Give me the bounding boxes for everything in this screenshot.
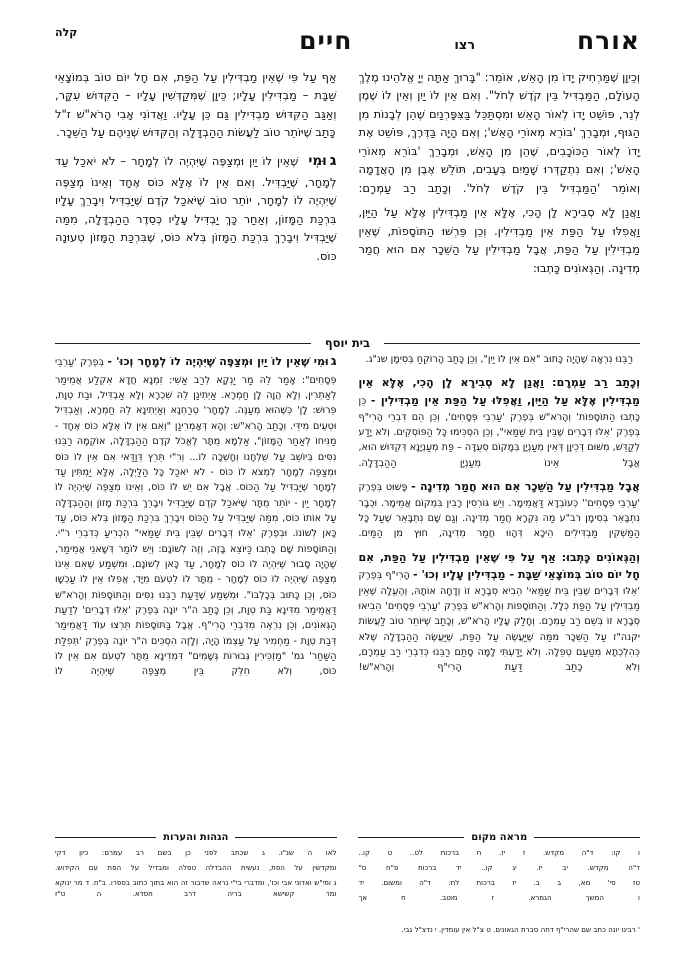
main-text-block [55,68,640,326]
hagahos-caption: הגהות והערות [163,832,229,843]
main-paragraph: וְכֵיוָן שֶׁמַּרְחִיק יָדוֹ מִן הָאֵשׁ, אוֹמֵר: "בָּרוּךְ אַתָּה יְיָ אֱלֹהֵינוּ מֶלֶךְ הָעוֹלָם, הַמַּבְדִּיל בֵּין קֹדֶשׁ לְחֹל". וְאִם אֵין לוֹ יַיִן וְאֵין לוֹ שֶׁמֶן לְנֵר, פּוֹשֵׁט יָדוֹ לְאוֹר הָאֵשׁ וּמִסְתַּכֵּל בַּצִּפָּרְנַיִם שֶׁהֵן לְבָנוֹת מִן הַגּוּף, וּמְבָרֵךְ 'בּוֹרֵא מְאוֹרֵי הָאֵשׁ'; וְאִם הָיָה בַּדֶּרֶךְ, פּוֹשֵׁט אֶת יָדוֹ לְאוֹר הַכּוֹכָבִים, שֶׁהֵן מִן הָאֵשׁ, וּמְבָרֵךְ 'בּוֹרֵא מְאוֹרֵי הָאֵשׁ'; וְאִם נִתְקַדְּרוּ שָׁמַיִם בְּעָבִים, תּוֹלֵשׁ אֶבֶן מִן הָאֲדָמָה וְאוֹמֵר 'הַמַּבְדִּיל בֵּין קֹדֶשׁ לְחֹל'. וְכָתַב רַב עַמְרָם: [358,70,640,195]
main-text-right-column [359,68,641,326]
commentary-paragraph: רַבֵּנוּ נִרְאָה שֶׁהָיָה כָּתוּב "אִם אֵין לוֹ יַיִן", וְכֵן כָּתַב הָרוֹקֵחַ בְּסִימָן שנ"ג. [365,354,633,365]
commentary-body: בְּפֶרֶק 'עַרְבֵי פְּסָחִים": אָמַר לֵהּ מַר יַנְקָא לְרַב אַשִׁי: זִמְנָא חֲדָא אִקְלַע אֲמֵימַר לְאַתְרִין, וְלָא הֲוָה לָן חַמְרָא. אַיְתִינַן לֵהּ שִׁכְרָא וְלָא אַבְדִּיל, וּבַת טְוָת, פֵּרוּשׁ: לָן' כְּשֶׁהוּא מְעַנֶּה. לְמָחָר' טְרַחְנָא וְאַיְתִינָא לֵהּ חַמְרָא, וְאַבְדִּיל וּטְעֵים מִידֵּי. וְכָתַב הָרֹא"שׁ: וְהָא דְּאָמְרִינַן "וְאִם אֵין לוֹ אֶלָּא כּוֹס אֶחָד - מַנִּיחוֹ לְאַחַר הַמָּזוֹן", אַלְמָא מֻתָּר לֶאֱכֹל קֹדֶם הַהַבְדָּלָה, אוֹקְמָהּ רַבֵּנוּ נִסִּים בְּיוֹשֵׁב עַל שֻׁלְחָנוֹ וְחָשְׁכָה לוֹ... וְרִ"י תֵּרֵץ דְּוַדַּאי אִם אֵין לוֹ כּוֹס וּמְצַפֶּה לְמָחָר לִמְצֹא לוֹ כּוֹס - לֹא יֹאכַל כָּל הַלַּיְלָה, אֶלָּא יַמְתִּין עַד לְמָחָר שֶׁיַּבְדִּיל עַל הַכּוֹס. אֲבָל אִם יֵשׁ לוֹ כּוֹס, וְאֵינוֹ מְצַפֶּה שֶׁיִּהְיֶה לוֹ לְמָחָר יַיִן - יוֹתֵר מֻתָּר שֶׁיֹּאכַל קֹדֶם שֶׁיַּבְדִּיל וִיבָרֵךְ בִּרְכַּת מָזוֹן וְהַהַבְדָּלָה עַל אוֹתוֹ כּוֹס, מִמַּה שֶׁיַּבְדִּיל עַל הַכּוֹס וִיבָרֵךְ בִּרְכַּת הַמָּזוֹן בְּלֹא כּוֹס, עַד כָּאן לְשׁוֹנוֹ. וּבְפֶרֶק 'אֵלּוּ דְּבָרִים שֶׁבֵּין בֵּית שַׁמַּאי" הִכְרִיעַ כְּדִבְרֵי ר"י. וְהַתּוֹסָפוֹת שָׁם כָּתְבוּ כַּיּוֹצֵא בָּזֶה, וְזֶה לְשׁוֹנָם: וְיֵשׁ לוֹמַר דְּשָׁאנֵי אֲמֵימַר, שֶׁהָיָה סָבוּר שֶׁיִּהְיֶה לוֹ כּוֹס לְמָחָר, עַד כָּאן לְשׁוֹנָם. וּמִשְׁמַע שֶׁאִם אֵינוֹ מְצַפֶּה שֶׁיִּהְיֶה לוֹ כּוֹס לְמָחָר - מֻתָּר לוֹ לִטְעֹם מִיָּד, אֲפִלּוּ אֵין לוֹ עַכְשָׁו כּוֹס, וְכֵן כָּתוּב בְּכָלְבּוֹ". וּמִשְׁמַע שֶׁדַּעַת רַבֵּנוּ נִסִּים וְהַתּוֹסָפוֹת וְהָרֹא"שׁ דַּאֲמֵימַר מִדִּינָא בַּת טְוָת, וְכֵן כָּתַב ה"ר יוֹנָה בְּפֶרֶק 'אֵלּוּ דְּבָרִים' לְדַעַת הַגְּאוֹנִים, וְכֵן נִרְאֶה מִדִּבְרֵי הָרִי"ף. אֲבָל בַּתּוֹסָפוֹת תֵּרְצוּ עוֹד דַּאֲמֵימַר דְּבַת טְוָת - מַחְמִיר עַל עַצְמוֹ הָיָה, וְלָזֶה הִסְכִּים ה"ר יוֹנָה בְּפֶרֶק 'תְּפִלַּת הַשַּׁחַר' גמ' "מַזְכִּירִין גְּבוּרוֹת גְּשָׁמִים" דִּמְדִינָא מֻתָּר לִטְעֹם אִם אֵין לוֹ כּוֹס, וְלֹא חִלֵּק בֵּין מְצַפֶּה שֶׁיִּהְיֶה לוֹ [55,357,337,678]
divider-line-left [55,343,311,344]
commentary-lemma: וְהַגְּאוֹנִים כָּתְבוּ: אַף עַל פִּי שֶׁאֵין מַבְדִּילִין עַל הַפַּת, אִם חָל יוֹם טוֹב בְּמוֹצָאֵי שַׁבָּת - מַבְדִּילִין עָלָיו וְכוּ' - [358,550,640,582]
mareh-makom-caption: מראה מקום [471,832,528,843]
apparatus-block [55,848,640,908]
commentary-paragraph [55,352,337,680]
reference-footnote: ו המשך הגמרא. ז מוטב. ח אך [358,892,640,902]
running-head-right-title: אורח [576,26,640,55]
beis-yosef-block [55,352,640,822]
reference-line: ו קו: ד"ה מקדש. ז יז. ח ברכות לט.. ט קו.. [358,848,640,857]
beis-yosef-left-column [55,352,337,822]
commentary-body: הָרִי"ף בְּפֶרֶק 'אֵלּוּ דְּבָרִים שֶׁבֵּין בֵּית שַׁמַּאי' הֵבִיא סְבָרָא זוֹ וְדָחָה אוֹתָהּ, וְהֶעֱלָה שֶׁאֵין מַבְדִּילִין עַל הַפַּת כְּלָל. וְהַתּוֹסָפוֹת וְהָרֹא"שׁ בְּפֶרֶק 'עַרְבֵי פְּסָחִים' הֵבִיאוּ סְבָרָא זוֹ בְּשֵׁם רַב עַמְרָם. וְחָלַק עָלָיו הָרֹא"שׁ, וְכָתַב שֶׁיּוֹתֵר טוֹב לַעֲשׂוֹת יקנה"ז עַל הַשֵּׁכָר מִמַּה שֶׁיַּעֲשֶׂה עַל הַפַּת, שֶׁיַּעֲשֶׂה הַהַבְדָּלָה שֶׁלֹּא כְּהִלְכְתָא מִטַּעַם טְפֵלָה. וְלֹא יָדַעְתִּי לָמָּה סָתַם רַבֵּנוּ כְּדִבְרֵי רַב עַמְרָם, וְלֹא כָתַב דַּעַת הָרִי"ף וְהָרֹא"שׁ! [358,570,640,674]
apparatus-dividers [55,832,640,843]
folio-number: קלה [55,26,78,39]
divider-line-right [235,837,336,838]
reference-line: ד"ה מקדש. יב יז. יג קו.. יד ברכות פ"ח ס" [358,862,640,872]
commentary-section-number: ג [330,354,337,369]
hagahos-column [55,848,337,908]
commentary-paragraph [359,374,641,471]
divider-line-right [384,343,640,344]
commentary-paragraph [359,549,641,676]
commentary-lemma: אֲבָל מַבְדִּילִין עַל הַשֵּׁכָר אִם הוּא חֲמַר מְדִינָה - [411,479,640,493]
bottom-footnote-line: ' רבינו יונה כתב שם שהרי"ף דחה סברת הגאונים. ט צ"ל אין עומדין. י נדצ"ל גבי. [401,925,640,934]
reference-line: טז סי' מא, ב ב. יז ברכות לח: ד"ה ומשום. יד [358,877,640,887]
main-paragraph-section [55,148,337,265]
divider-line-left [55,837,156,838]
commentary-paragraph [359,478,641,542]
commentary-lemma: וּמִי שֶׁאֵין לוֹ יַיִן וּמְצַפֶּה שֶׁיִּהְיֶה לוֹ לְמָחָר וְכוּ' - [107,355,329,368]
running-head [55,26,640,60]
note-line: ג ומי"ש ואדוני אבי וכו', ומדברי בי"י נראה שדבור זה הוא בתוך כתוב בספרו. ב"ח. ד מר ינוקא ומר קשישא בריה דרב חסדא. ה ט"ז [55,877,337,898]
main-paragraph: אַף עַל פִּי שֶׁאֵין מַבְדִּילִין עַל הַפַּת, אִם חָל יוֹם טוֹב בְּמוֹצָאֵי שַׁבָּת – מַבְדִּילִין עָלָיו; כֵּיוָן שֶׁמְּקַדְּשִׁין עָלָיו – הַקִּדּוּשׁ עִקָּר, וְאַגַּב הַקִּדּוּשׁ מַבְדִּילִין גַּם כֵּן עָלָיו. וַאֲדוֹנִי אָבִי הָרֹא"שׁ ז"ל כָּתַב שֶׁיּוֹתֵר טוֹב לַעֲשׂוֹת הַהַבְדָּלָה וְהַקִּדּוּשׁ שְׁנֵיהֶם עַל הַשֵּׁכָר. [55,70,337,140]
commentary-body: כֵּן כָּתְבוּ הַתּוֹסָפוֹת' וְהָרֹא"שׁ בְּפֶרֶק 'עַרְבֵי פְּסָחִים', וְכֵן הֵם דִּבְרֵי הָרִי"ף בְּפֶרֶק 'אֵלּוּ דְּבָרִים שֶׁבֵּין בֵּית שַׁמַּאי", וְכֵן הִסְכִּימוּ כָּל הַפּוֹסְקִים. וְלֹא יָדַע לְקַדֵּשׁ, מִשּׁוּם דְּכֵיוָן דְּאֵין מְעַנְיָן בְּמָקוֹם סְעֻדָּה – פַּת מְעַנְיָנָא דְּקִדּוּשׁ הוּא, אֲבָל אֵינוֹ מְעַנְיָן הַהַבְדָּלָה. [358,395,640,469]
commentary-lemma: וְכָתַב רַב עַמְרָם: וַאֲנַן לָא סְבִירָא לָן הָכִי, אֶלָּא אֵין מַבְדִּילִין אֶלָּא עַל הַיַּיִן, וַאֲפִלּוּ עַל הַפַּת אֵין מַבְדִּילִין - [358,376,640,407]
beis-yosef-right-column [359,352,641,822]
note-line: לֹאו ה שנ"ו. ג שכתב לפני כן בשם רב עמרם: כיון דקי [55,848,337,857]
running-head-left-title: חיים [299,26,353,55]
section-lead-word: וּמִי [308,152,327,169]
beis-yosef-caption: בית יוסף [324,336,371,350]
mareh-makom-divider [359,832,641,843]
mareh-makom-column [359,848,641,908]
beis-yosef-divider [55,336,640,350]
section-number: ג [329,150,337,169]
commentary-body: פָּשׁוּט בְּפֶרֶק 'עַרְבֵי פְּסָחִים'' כְּעוֹבְדָא דַּאֲמֵימָר. וְיֵשׁ גּוֹרְסִין רָבִין בִּמְקוֹם אֲמֵימָר. וּכְבָר נִתְבָּאֵר בְּסִימָן רב"ע מַה נִּקְרָא חֲמַר מְדִינָה. וְגַם שָׁם נִתְבָּאֵר שֶׁעַל כָּל הַמַּשְׁקִין מַבְדִּילִים הֵיכָא דְּהָווּ חֲמַר מְדִינָה, חוּץ מִן הַמַּיִם. [358,481,640,540]
main-paragraph: וַאֲנַן לָא סְבִירָא לָן הָכִי, אֶלָּא אֵין מַבְדִּילִין אֶלָּא עַל הַיַּיִן, וַאֲפִלּוּ עַל הַפַּת אֵין מַבְדִּילִין. וְכֵן פֵּרְשׁוּ הַתּוֹסָפוֹת, שֶׁאֵין מַבְדִּילִין עַל הַפַּת, אֲבָל מַבְדִּילִין עַל הַשֵּׁכָר אִם הוּא חֲמַר מְדִינָה. וְהַגְּאוֹנִים כָּתְבוּ: [358,205,640,275]
note-line: ומקדשין על הפת, נעשית ההבדלה טפלה ומבדיל על הפת עם הקידוש. [55,862,337,872]
divider-line-right [534,837,640,838]
divider-line-left [358,837,464,838]
running-head-center-title: רצו [454,38,476,53]
section-body: שֶׁאֵין לוֹ יַיִן וּמְצַפֶּה שֶׁיִּהְיֶה לוֹ לְמָחָר – לֹא יֹאכַל עַד לְמָחָר, שֶׁיַּבְדִּיל. וְאִם אֵין לוֹ אֶלָּא כּוֹס אֶחָד וְאֵינוֹ מְצַפֶּה שֶׁיִּהְיֶה לוֹ לְמָחָר, יוֹתֵר טוֹב שֶׁיֹּאכַל קֹדֶם שֶׁיַּבְדִּיל וִיבָרֵךְ עָלָיו בִּרְכַּת הַמָּזוֹן, וְאַחַר כָּךְ יַבְדִּיל עָלָיו כְּסֵדֶר הַהַבְדָּלָה, מִמַּה שֶׁיַּבְדִּיל וִיבָרֵךְ בִּרְכַּת הַמָּזוֹן בְּלֹא כּוֹס, שֶׁבִּרְכַּת הַמָּזוֹן טְעוּנָה כּוֹס. [55,153,337,263]
main-text-left-column [55,68,337,326]
hagahos-divider [55,832,337,843]
